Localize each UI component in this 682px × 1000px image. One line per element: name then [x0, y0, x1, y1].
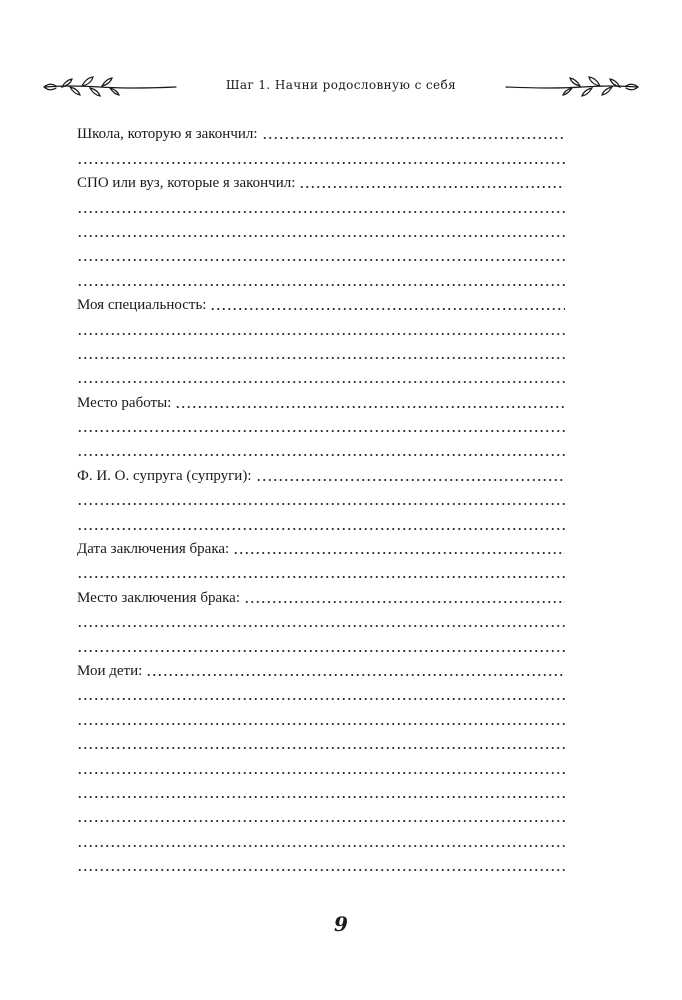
form-continuation-line	[77, 705, 565, 729]
form-continuation-line	[77, 144, 565, 168]
form-continuation-line	[77, 437, 565, 461]
dotted-fill-line[interactable]	[175, 405, 565, 409]
dotted-fill-line[interactable]	[299, 185, 565, 189]
field-label: Место заключения брака:	[77, 589, 241, 606]
form-continuation-line	[77, 852, 565, 876]
dotted-fill-line[interactable]	[77, 283, 565, 287]
dotted-fill-line[interactable]	[210, 307, 565, 311]
form-continuation-line	[77, 340, 565, 364]
dotted-fill-line[interactable]	[77, 649, 565, 653]
dotted-fill-line[interactable]	[77, 575, 565, 579]
dotted-fill-line[interactable]	[77, 210, 565, 214]
form-field-row	[77, 291, 565, 315]
field-label: СПО или вуз, которые я закончил:	[77, 175, 296, 192]
form-continuation-line	[77, 218, 565, 242]
field-label: Ф. И. О. супруга (супруги):	[77, 467, 252, 484]
form-continuation-line	[77, 315, 565, 339]
dotted-fill-line[interactable]	[77, 697, 565, 701]
form-field-row	[77, 120, 565, 144]
form-continuation-line	[77, 681, 565, 705]
form-field-row	[77, 583, 565, 607]
dotted-fill-line[interactable]	[77, 844, 565, 848]
field-label: Школа, которую я закончил:	[77, 126, 258, 143]
form-field-row	[77, 657, 565, 681]
form-continuation-line	[77, 559, 565, 583]
dotted-fill-line[interactable]	[77, 453, 565, 457]
form-continuation-line	[77, 266, 565, 290]
form-continuation-line	[77, 827, 565, 851]
field-label: Место работы:	[77, 394, 172, 411]
form-continuation-line	[77, 632, 565, 656]
dotted-fill-line[interactable]	[262, 136, 565, 140]
dotted-fill-line[interactable]	[77, 771, 565, 775]
dotted-fill-line[interactable]	[77, 527, 565, 531]
vine-ornament-icon	[504, 72, 642, 102]
dotted-fill-line[interactable]	[77, 332, 565, 336]
form-continuation-line	[77, 510, 565, 534]
page-header	[0, 70, 682, 104]
running-header-title: Шаг 1. Начни родословную с себя	[225, 78, 457, 92]
dotted-fill-line[interactable]	[233, 551, 565, 555]
dotted-fill-line[interactable]	[77, 795, 565, 799]
form-continuation-line	[77, 486, 565, 510]
genealogy-form	[77, 120, 565, 876]
dotted-fill-line[interactable]	[77, 258, 565, 262]
field-label: Мои дети:	[77, 662, 143, 679]
form-continuation-line	[77, 754, 565, 778]
dotted-fill-line[interactable]	[77, 819, 565, 823]
dotted-fill-line[interactable]	[77, 161, 565, 165]
form-field-row	[77, 169, 565, 193]
field-label: Дата заключения брака:	[77, 541, 230, 558]
field-label: Моя специальность:	[77, 297, 207, 314]
page-number: 9	[334, 912, 348, 936]
form-field-row	[77, 535, 565, 559]
form-continuation-line	[77, 364, 565, 388]
form-continuation-line	[77, 193, 565, 217]
form-continuation-line	[77, 779, 565, 803]
dotted-fill-line[interactable]	[77, 502, 565, 506]
dotted-fill-line[interactable]	[77, 868, 565, 872]
dotted-fill-line[interactable]	[77, 624, 565, 628]
form-continuation-line	[77, 803, 565, 827]
dotted-fill-line[interactable]	[77, 380, 565, 384]
form-continuation-line	[77, 730, 565, 754]
dotted-fill-line[interactable]	[77, 429, 565, 433]
dotted-fill-line[interactable]	[146, 673, 565, 677]
dotted-fill-line[interactable]	[77, 722, 565, 726]
form-continuation-line	[77, 242, 565, 266]
dotted-fill-line[interactable]	[77, 746, 565, 750]
form-continuation-line	[77, 413, 565, 437]
form-field-row	[77, 388, 565, 412]
dotted-fill-line[interactable]	[256, 478, 566, 482]
dotted-fill-line[interactable]	[77, 234, 565, 238]
form-continuation-line	[77, 608, 565, 632]
dotted-fill-line[interactable]	[244, 600, 565, 604]
form-field-row	[77, 461, 565, 485]
dotted-fill-line[interactable]	[77, 356, 565, 360]
